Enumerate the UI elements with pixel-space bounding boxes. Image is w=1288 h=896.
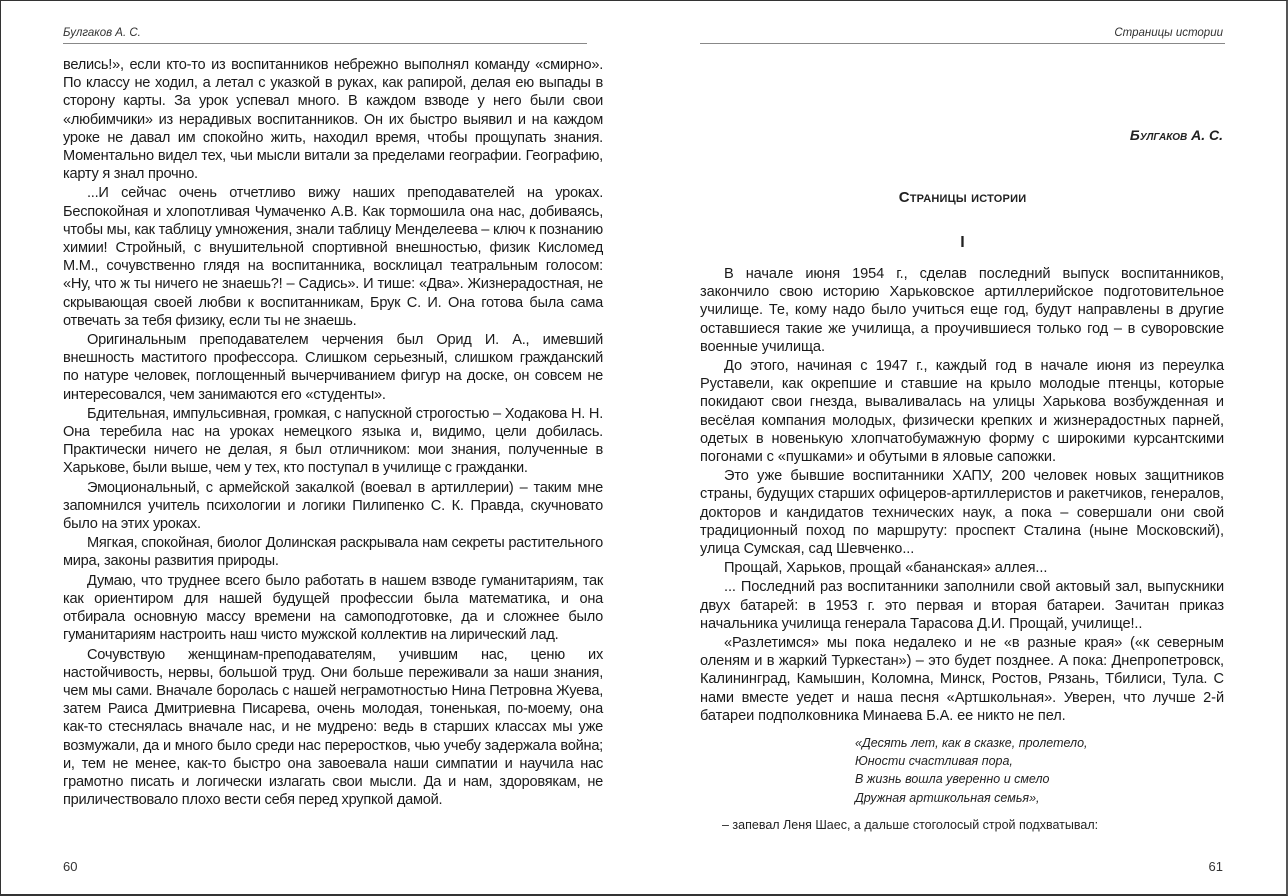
- verse-line: Дружная артшкольная семья»,: [855, 790, 1040, 805]
- chapter-title: Страницы истории: [898, 189, 1027, 206]
- paragraph: Думаю, что труднее всего было работать в нашем взводе гуманитариям, так как ориентиром для нашей будущей профессии была математика, и она отбирала основную массу времени на самоподготовке, да и сложнее было гуманитариям настроить наш чисто мужской коллектив на лирический лад.: [63, 572, 603, 644]
- left-page: [1, 1, 645, 894]
- left-page-body: [63, 56, 603, 810]
- after-verse-line: – запевал Леня Шаес, а дальше стоголосый строй подхватывал:: [722, 818, 1099, 832]
- section-number: I: [960, 234, 965, 251]
- running-head-author: Булгаков А. С.: [63, 27, 141, 39]
- paragraph: В начале июня 1954 г., сделав последний выпуск воспитанников, закончило свою историю Харьковское артиллерийское подготовительное училище. Те, кому надо было учиться еще год, будут направлены в другие оставшиеся такие же училища, а проучившиеся только год – в суворовские военные училища.: [700, 266, 1224, 355]
- verse-line: В жизнь вошла уверенно и смело: [855, 772, 1050, 787]
- paragraph: Оригинальным преподавателем черчения был Орид И. А., имевший внешность маститого профессора. Слишком серьезный, слишком гражданский по натуре человек, поглощенный вычерчиванием фигур на доске, он совсем не интересовался, чем занимаются его «студенты».: [63, 332, 603, 403]
- paragraph: Прощай, Харьков, прощай «бананская» аллея...: [724, 560, 1048, 577]
- paragraph: ...И сейчас очень отчетливо вижу наших преподавателей на уроках. Беспокойная и хлопотливая Чумаченко А.В. Как тормошила она нас, добиваясь, чтобы мы, как таблицу умножения, знали таблицу Менделеева – ключ к познанию химии! Стройный, с внушительной спортивной внешностью, физик Кисломед М.М., сочувственно глядя на воспитанника, восклицал театральным голосом: «Ну, что ж ты ничего не знаешь?! – Садись». И тише: «Два». Жизнерадостная, не скрывающая своей любви к воспитанникам, Брук С. И. Она готова была сама отвечать за тебя физику, если ты не знаешь.: [63, 185, 603, 329]
- header-rule: [63, 43, 587, 44]
- paragraph: Бдительная, импульсивная, громкая, с напускной строгостью – Ходакова Н. Н. Она теребила нас на уроках немецкого языка и, видимо, цели добилась. Практически ничего не делая, я был отличником: мои знания, полученные в Харькове, были выше, чем у тех, кто поступал в училище с гражданки.: [63, 405, 603, 477]
- verse-line: Юности счастливая пора,: [855, 754, 1013, 769]
- paragraph: велись!», если кто-то из воспитанников небрежно выполнял команду «смирно». По классу не ходил, а летал с указкой в руках, как рапирой, делая ею выпады в сторону карты. За урок успевал много. В каждом взводе у него были свои «любимчики» из нерадивых воспитанников. Он их быстро выявил и на каждом уроке не давал им спокойно жить, находил время, чтобы прощупать знания. Моментально видел тех, чьи мысли витали за пределами географии. Географию, карту я знал прочно.: [63, 57, 603, 183]
- header-rule: [700, 43, 1225, 44]
- page-number: 61: [1208, 859, 1223, 874]
- song-verse: [855, 734, 1088, 807]
- paragraph: «Разлетимся» мы пока недалеко и не «в разные края» («к северным оленям и в жаркий Туркестан») – это будет позднее. А пока: Днепропетровск, Калининград, Камышин, Коломна, Минск, Ростов, Рязань, Тбилиси, Тула. С нами вместе уедет и наша песня «Артшкольная». Уверен, что лучше 2-й батареи подполковника Минаева Б.А. ее никто не пел.: [700, 635, 1224, 724]
- paragraph: До этого, начиная с 1947 г., каждый год в начале июня из переулка Руставели, как окрепшие и ставшие на крыло молодые птенцы, которые покидают свои гнезда, вываливалась на улицы Харькова возбужденная и весёлая компания молодых, физически крепких и жизнерадостных парней, одетых в новенькую хлопчатобумажную форму с широкими курсантскими погонами с «пушками» и обутыми в яловые сапожки.: [700, 358, 1224, 466]
- page-number: 60: [63, 859, 78, 874]
- paragraph: Сочувствую женщинам-преподавателям, учившим нас, ценю их настойчивость, нервы, большой труд. Они больше переживали за наши знания, чем мы сами. Вначале боролась с нашей неграмотностью Нина Петровна Жуева, затем Раиса Дмитриевна Писарева, очень молодая, тоненькая, по-моему, она как-то стеснялась вначале нас, и не мудрено: ведь в старших классах мы уже возмужали, да и много было среди нас переростков, чью учебу задержала война; и, тем не менее, как-то быстро она завоевала наши симпатии и научила нас грамотно писать и логически излагать свои мысли. Да и нам, здоровякам, не приличествовало плохо вести себя перед хрупкой дамой.: [63, 646, 603, 809]
- running-head-title: Страницы истории: [1114, 27, 1223, 39]
- right-page-body: [700, 265, 1224, 726]
- paragraph: ... Последний раз воспитанники заполнили свой актовый зал, выпускники двух батарей: в 1953 г. это первая и вторая батареи. Зачитан приказ начальника училища генерала Тарасова Д.И. Прощай, училище!..: [700, 579, 1224, 632]
- paragraph: Мягкая, спокойная, биолог Долинская раскрывала нам секреты растительного мира, законы развития природы.: [63, 535, 603, 570]
- chapter-author: Булгаков А. С.: [1129, 127, 1223, 143]
- right-page: [645, 1, 1288, 894]
- paragraph: Это уже бывшие воспитанники ХАПУ, 200 человек новых защитников страны, будущих старших офицеров-артиллеристов и ракетчиков, генералов, докторов и кандидатов технических наук, а пока – совершали они свой традиционный поход по маршруту: проспект Сталина (ныне Московский), улица Сумская, сад Шевченко...: [700, 468, 1224, 558]
- paragraph: Эмоциональный, с армейской закалкой (воевал в артиллерии) – таким мне запомнился учитель психологии и логики Пилипенко С. К. Правда, скучновато было на этих уроках.: [63, 479, 603, 533]
- verse-line: «Десять лет, как в сказке, пролетело,: [855, 736, 1088, 750]
